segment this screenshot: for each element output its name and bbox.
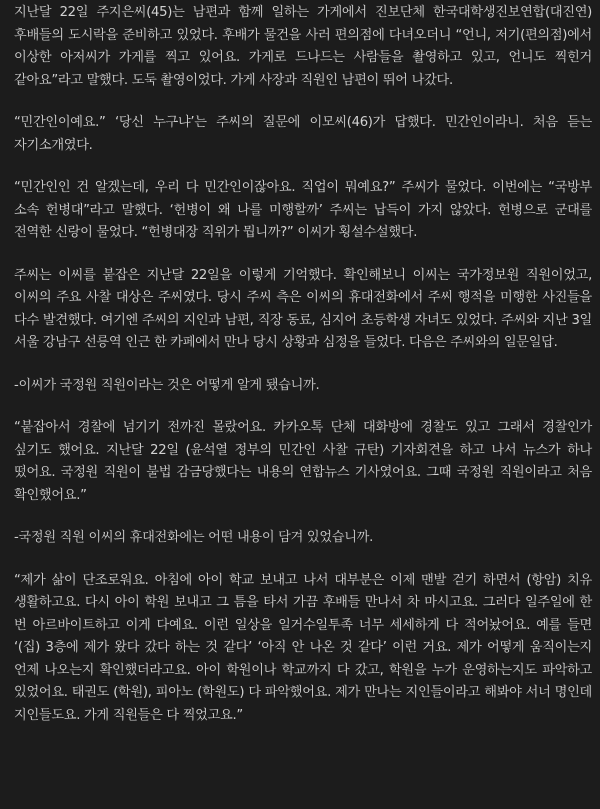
paragraph-intro: 지난달 22일 주지은씨(45)는 남편과 함께 일하는 가게에서 진보단체 한국대학생진보연합(대진연) 후배들의 도시락을 준비하고 있었다. 후배가 물건을 사러 편의점에 다녀오더니 “언니, 저기(편의점)에서 이상한 아저씨가 가게를 찍고 있어요. 가게로 드나드는 사람들을 촬영하고 있고, 언니도 찍힌거 같아요”라고 말했다. 도둑 촬영이었다. 가게 사장과 직원인 남편이 뛰어 나갔다. (14, 5, 592, 88)
interview-question-1: -이씨가 국정원 직원이라는 것은 어떻게 알게 됐습니까. (14, 377, 320, 393)
paragraph-civilian-answer: “민간인이예요.” ‘당신 누구냐’는 주씨의 질문에 이모씨(46)가 답했다. 민간인이라니. 처음 듣는 자기소개였다. (14, 115, 592, 153)
paragraph-nis-discovery: 주씨는 이씨를 붙잡은 지난달 22일을 이렇게 기억했다. 확인해보니 이씨는 국가정보원 직원이었고, 이씨의 주요 사찰 대상은 주씨였다. 당시 주씨 측은 이씨의 휴대전화에서 주씨 행적을 미행한 사진들을 다수 발견했다. 여기엔 주씨의 지인과 남편, 직장 동료, 심지어 초등학생 자녀도 있었다. 주씨와 지난 3일 서울 강남구 선릉역 인근 한 카페에서 만나 당시 상황과 심정을 들었다. 다음은 주씨와의 일문일답. (14, 267, 592, 350)
interview-answer-2: “제가 삶이 단조로워요. 아침에 아이 학교 보내고 나서 대부분은 이제 맨발 걷기 하면서 (항암) 치유 생활하고요. 다시 아이 학원 보내고 그 틈을 타서 가끔 후배들 만나서 차 마시고요. 그러다 일주일에 한 번 아르바이트하고 이게 다예요. 이런 일상을 일거수일투족 너무 세세하게 다 적어놨어요. 예를 들면 ‘(집) 3층에 제가 왔다 갔다 하는 것 같다’ ‘아직 안 나온 것 같다’ 이런 거요. 제가 어떻게 움직이는지 언제 나오는지 확인했더라고요. 아이 학원이나 학교까지 다 갔고, 학원을 누가 운영하는지도 파악하고 있었어요. 태권도 (학원), 피아노 (학원도) 다 파악했어요. 제가 만나는 지인들이라고 해봐야 서너 명인데 지인들도요. 가게 직원들은 다 찍었고요.” (14, 572, 592, 723)
interview-question-2: -국정원 직원 이씨의 휴대전화에는 어떤 내용이 담겨 있었습니까. (14, 530, 374, 545)
interview-answer-1: “붙잡아서 경찰에 넘기기 전까진 몰랐어요. 카카오톡 단체 대화방에 경찰도 있고 그래서 경찰인가 싶기도 했어요. 지난달 22일 (윤석열 정부의 민간인 사찰 규탄) 기자회견을 하고 나서 뉴스가 하나 떴어요. 국정원 직원이 불법 감금당했다는 내용의 연합뉴스 기사였어요. 그때 국정원 직원이라고 처음 확인했어요.” (14, 420, 592, 503)
paragraph-occupation-question: “민간인인 건 알겠는데, 우리 다 민간인이잖아요. 직업이 뭐예요?” 주씨가 물었다. 이번에는 “국방부 소속 헌병대”라고 말했다. ‘헌병이 왜 나를 미행할까’ 주씨는 납득이 가지 않았다. 헌병으로 군대를 전역한 신랑이 물었다. “헌병대장 직위가 뭡니까?” 이씨가 횡설수설했다. (14, 180, 592, 240)
